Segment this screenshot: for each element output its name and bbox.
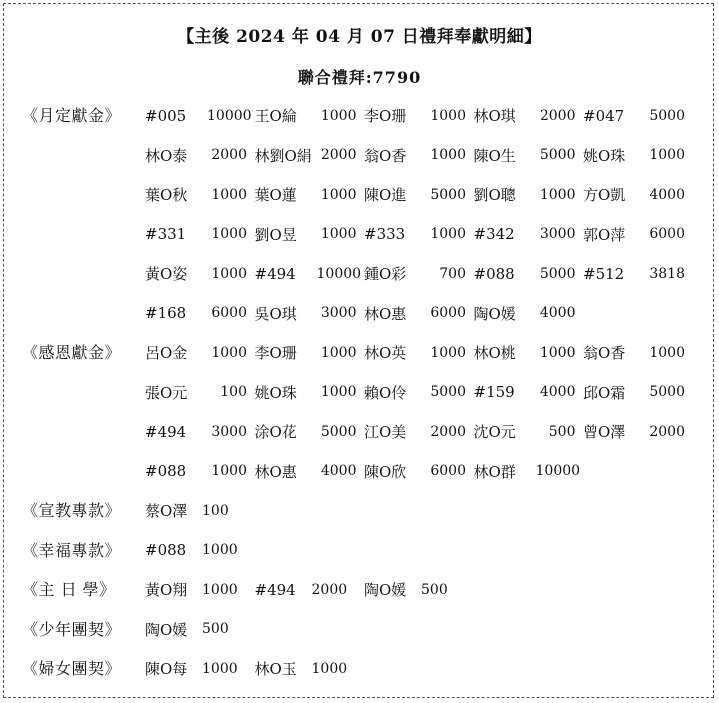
donation-entry	[583, 254, 693, 294]
donation-entry	[583, 175, 693, 215]
donor-name: #047	[583, 106, 625, 125]
donation-amount: 2000	[430, 423, 466, 440]
donation-amount: 6000	[649, 226, 685, 243]
donor-name: #088	[145, 541, 187, 560]
donation-entry	[583, 215, 693, 255]
donation-entry	[255, 175, 365, 215]
donor-name: 邱O霜	[583, 383, 626, 402]
donation-amount: 3818	[649, 265, 685, 282]
donation-entry	[145, 333, 255, 373]
donation-entry	[364, 333, 474, 373]
donor-name: #494	[254, 580, 296, 599]
donation-amount: 6000	[430, 463, 466, 480]
donor-name: 姚O珠	[583, 146, 626, 165]
donation-amount: 2000	[311, 581, 348, 598]
donation-entry	[364, 452, 474, 492]
donation-entry	[364, 175, 474, 215]
section-label: 《宣教專款》	[22, 501, 122, 520]
donor-name: #512	[583, 264, 625, 283]
page-title: 【主後 2024 年 04 月 07 日禮拜奉獻明細】	[177, 27, 542, 47]
donation-entry	[474, 294, 584, 334]
entry-list	[145, 531, 693, 571]
donation-amount: 1000	[202, 581, 238, 598]
donation-amount: 500	[202, 621, 229, 638]
donation-entry	[255, 649, 365, 689]
donation-entry	[145, 412, 255, 452]
donor-name: 劉O昱	[254, 225, 297, 244]
donation-entry	[145, 570, 255, 610]
donation-amount: 2000	[320, 147, 357, 164]
joint-worship-total: 聯合禮拜:7790	[297, 68, 422, 87]
donor-name: 李O珊	[364, 107, 407, 126]
donation-amount: 5000	[649, 384, 685, 401]
donation-entry	[474, 412, 584, 452]
donation-amount: 1000	[430, 147, 466, 164]
section-thanksgiving-offering	[22, 333, 712, 491]
section-label: 《婦女團契》	[22, 659, 122, 678]
donation-entry	[474, 175, 584, 215]
donation-entry	[364, 412, 474, 452]
entry-list	[145, 570, 693, 610]
donation-entry	[364, 254, 474, 294]
donation-entry	[145, 136, 255, 176]
entry-list	[145, 491, 693, 531]
donor-name: 林O琪	[473, 107, 516, 126]
donation-entry	[255, 452, 365, 492]
donation-amount: 1000	[320, 384, 357, 401]
donor-name: 黃O翔	[145, 581, 188, 600]
donation-entry	[255, 373, 365, 413]
donation-entry	[255, 136, 365, 176]
donor-name: 方O凱	[583, 186, 626, 205]
donation-entry	[364, 294, 474, 334]
donor-name: 陶O媛	[364, 581, 407, 600]
donor-name: 林O英	[364, 344, 407, 363]
entry-list	[145, 96, 693, 333]
donation-amount: 5000	[649, 107, 685, 124]
donation-amount: 5000	[430, 186, 466, 203]
donation-amount: 1000	[211, 463, 247, 480]
donor-name: 林O泰	[145, 146, 188, 165]
section-label: 《主 日 學》	[22, 580, 116, 599]
donation-entry	[474, 136, 584, 176]
section-women-fellowship	[22, 649, 712, 689]
entry-list	[145, 649, 693, 689]
donation-amount: 2000	[649, 423, 685, 440]
donation-entry	[145, 610, 255, 650]
donor-name: #168	[145, 304, 187, 323]
donation-amount: 2000	[211, 147, 247, 164]
section-monthly-offering	[22, 96, 712, 333]
donation-entry	[255, 570, 365, 610]
donation-amount: 1000	[649, 344, 685, 361]
donation-amount: 5000	[320, 423, 357, 440]
donor-name: 賴O伶	[364, 383, 407, 402]
donation-entry	[255, 412, 365, 452]
donation-entry	[145, 531, 255, 571]
donation-entry	[145, 254, 255, 294]
donation-entry	[474, 254, 584, 294]
donation-entry	[364, 570, 474, 610]
donor-name: 黃O姿	[145, 265, 188, 284]
donation-entry	[145, 491, 255, 531]
donation-amount: 1000	[649, 147, 685, 164]
donor-name: #159	[473, 383, 515, 402]
donor-name: 葉O蓮	[254, 186, 297, 205]
section-label: 《幸福專款》	[22, 540, 122, 560]
donation-amount: 500	[548, 423, 576, 440]
donor-name: 姚O珠	[254, 383, 297, 402]
donation-amount: 5000	[539, 265, 576, 282]
donor-name: 涂O花	[254, 423, 297, 442]
donor-name: 葉O秋	[145, 186, 188, 205]
donor-name: 曾O澤	[583, 423, 626, 442]
donation-amount: 4000	[539, 305, 576, 322]
donation-amount: 1000	[211, 186, 247, 203]
donation-amount: 100	[220, 384, 247, 401]
donation-entry	[474, 373, 584, 413]
donor-name: #333	[364, 225, 406, 244]
section-label: 《月定獻金》	[22, 106, 122, 125]
donor-name: 鍾O彩	[364, 265, 407, 284]
donor-name: #342	[473, 225, 515, 244]
donation-amount: 1000	[539, 186, 576, 203]
donor-name: #088	[145, 462, 187, 481]
donation-amount: 1000	[430, 226, 466, 243]
section-label: 《感恩獻金》	[22, 343, 122, 362]
donation-amount: 1000	[320, 344, 357, 361]
donation-entry	[255, 96, 365, 136]
donor-name: 林O惠	[254, 462, 297, 481]
section-happiness-fund	[22, 531, 712, 571]
donation-amount: 4000	[649, 186, 685, 203]
section-sunday-school	[22, 570, 712, 610]
donation-entry	[583, 373, 693, 413]
donation-amount: 1000	[202, 660, 238, 677]
donation-amount: 4000	[320, 463, 357, 480]
donor-name: 陳O欣	[364, 462, 407, 481]
donation-amount: 10000	[207, 107, 252, 124]
donation-entry	[364, 373, 474, 413]
donation-entry	[474, 452, 584, 492]
donor-name: 林O桃	[473, 344, 516, 363]
donation-amount: 1000	[539, 344, 576, 361]
donation-entry	[255, 254, 365, 294]
donation-entry	[583, 412, 693, 452]
donor-name: #331	[145, 225, 187, 244]
donation-amount: 1000	[320, 226, 357, 243]
section-mission-fund	[22, 491, 712, 531]
donation-entry	[583, 96, 693, 136]
donation-entry	[145, 175, 255, 215]
donation-amount: 1000	[430, 107, 466, 124]
donation-entry	[145, 452, 255, 492]
donor-name: 陶O媛	[473, 304, 516, 323]
donation-amount: 100	[202, 502, 229, 519]
donation-entry	[364, 136, 474, 176]
donation-amount: 4000	[539, 384, 576, 401]
donor-name: 張O元	[145, 383, 188, 402]
donation-amount: 5000	[539, 147, 576, 164]
donation-entry	[583, 333, 693, 373]
donation-entry	[364, 96, 474, 136]
donation-entry	[583, 136, 693, 176]
donation-amount: 1000	[430, 344, 466, 361]
entry-list	[145, 333, 693, 491]
donor-name: #088	[473, 264, 515, 283]
section-youth-fellowship	[22, 610, 712, 650]
donor-name: 林劉O絹	[254, 146, 312, 165]
donor-name: 沈O元	[473, 423, 516, 442]
donation-amount: 1000	[211, 226, 247, 243]
donor-name: 翁O香	[364, 146, 407, 165]
donation-amount: 3000	[539, 226, 576, 243]
donor-name: 江O美	[364, 423, 407, 442]
donation-entry	[145, 294, 255, 334]
donation-entry	[255, 215, 365, 255]
donation-amount: 1000	[320, 186, 357, 203]
entry-list	[145, 610, 693, 650]
donation-entry	[474, 215, 584, 255]
donation-amount: 3000	[320, 305, 357, 322]
donor-name: 劉O聰	[473, 186, 516, 205]
offering-sections	[22, 96, 712, 689]
donation-entry	[474, 96, 584, 136]
donor-name: 郭O萍	[583, 225, 626, 244]
donation-amount: 5000	[430, 384, 466, 401]
donor-name: 陳O進	[364, 186, 407, 205]
donation-amount: 1000	[211, 344, 247, 361]
donation-entry	[145, 215, 255, 255]
donation-amount: 1000	[202, 542, 238, 559]
donor-name: 吳O琪	[254, 304, 297, 323]
donor-name: #005	[145, 106, 187, 125]
donation-amount: 3000	[211, 423, 247, 440]
donor-name: #494	[145, 422, 187, 441]
donor-name: 林O玉	[254, 660, 297, 679]
donor-name: 林O惠	[364, 304, 407, 323]
donation-entry	[145, 373, 255, 413]
donor-name: 李O珊	[254, 344, 297, 363]
donation-amount: 6000	[211, 305, 247, 322]
donor-name: 蔡O澤	[145, 502, 188, 521]
section-label: 《少年團契》	[22, 619, 122, 639]
donor-name: 林O群	[473, 462, 516, 481]
donation-entry	[474, 333, 584, 373]
donation-entry	[255, 333, 365, 373]
donation-amount: 1000	[320, 107, 357, 124]
donation-amount: 10000	[316, 265, 362, 282]
donation-amount: 6000	[430, 305, 466, 322]
donation-amount: 500	[421, 581, 448, 598]
donor-name: #494	[254, 264, 296, 283]
donation-amount: 2000	[539, 107, 576, 124]
donor-name: 翁O香	[583, 344, 626, 363]
donor-name: 呂O金	[145, 344, 188, 363]
donor-name: 陳O生	[473, 146, 516, 165]
donor-name: 陶O媛	[145, 620, 188, 639]
donation-entry	[255, 294, 365, 334]
donation-entry	[364, 215, 474, 255]
donation-amount: 700	[439, 265, 466, 282]
donation-amount: 1000	[211, 265, 247, 282]
donation-entry	[145, 649, 255, 689]
donation-amount: 1000	[311, 660, 348, 677]
donor-name: 王O綸	[254, 107, 297, 126]
donation-amount: 10000	[535, 463, 581, 480]
donor-name: 陳O每	[145, 660, 188, 679]
donation-entry	[145, 96, 255, 136]
